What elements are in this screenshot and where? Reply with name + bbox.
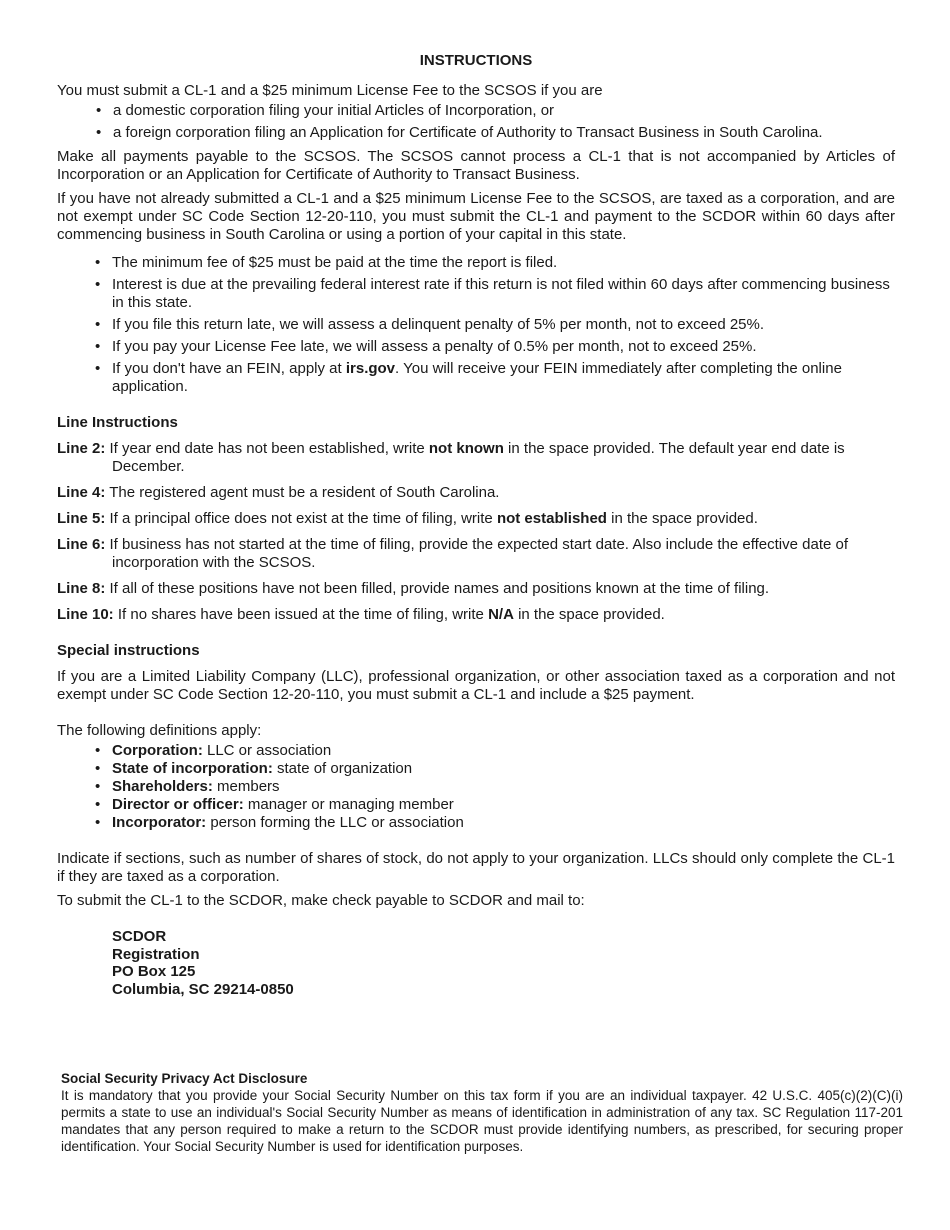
address-line: Registration — [112, 945, 200, 963]
line-label: Line 10: — [57, 606, 114, 623]
definition-text: manager or managing member — [243, 796, 454, 813]
list-item: • If you file this return late, we will assess a delinquent penalty of 5% per month, not to exceed 25%. — [112, 316, 895, 334]
line-instructions-heading: Line Instructions — [57, 414, 178, 431]
special-instructions-heading: Special instructions — [57, 642, 200, 659]
irs-link-text: irs.gov — [345, 360, 396, 377]
mailing-address — [112, 928, 895, 998]
line-text-end: in the space provided. — [606, 510, 758, 527]
line-text: If no shares have been issued at the time of filing, write — [113, 606, 489, 623]
fein-text: If you don't have an FEIN, apply at — [112, 360, 346, 377]
privacy-disclosure — [61, 1070, 903, 1155]
llc-text: If you are a Limited Liability Company (LLC), professional organization, or other association taxed as a corporation and not exempt under SC Code Section 12-20-110, you must submit a CL-1 and include a $25 payment. — [57, 668, 895, 703]
list-item: • If you pay your License Fee late, we will assess a penalty of 0.5% per month, not to exceed 25%. — [112, 338, 895, 356]
line-bold-text: not established — [496, 510, 607, 527]
definition-item — [112, 742, 895, 760]
line-10-instruction — [57, 606, 895, 624]
line-text: If business has not started at the time of filing, provide the expected start date. Also include the effective date of incorporation with the SCSOS. — [105, 536, 849, 571]
line-label: Line 5: — [57, 510, 106, 527]
definition-term: State of incorporation: — [112, 760, 273, 777]
line-bold-text: not known — [428, 440, 504, 457]
list-item: • Interest is due at the prevailing federal interest rate if this return is not filed within 60 days after commencing business in this state. — [112, 276, 895, 312]
list-item: • The minimum fee of $25 must be paid at the time the report is filed. — [112, 254, 895, 272]
definition-item — [112, 814, 895, 832]
definition-item — [112, 778, 895, 796]
submit-text: To submit the CL-1 to the SCDOR, make check payable to SCDOR and mail to: — [57, 892, 585, 909]
definition-text: members — [212, 778, 280, 795]
indicate-text: Indicate if sections, such as number of shares of stock, do not apply to your organization. LLCs should only complete the CL-1 if they are taxed as a corporation. — [57, 850, 895, 885]
line-text: If a principal office does not exist at the time of filing, write — [105, 510, 497, 527]
definition-term: Shareholders: — [112, 778, 213, 795]
definition-text: LLC or association — [202, 742, 332, 759]
intro-list — [113, 102, 895, 142]
fein-item — [112, 360, 895, 396]
list-item: • a foreign corporation filing an Application for Certificate of Authority to Transact Business in South Carolina. — [113, 124, 895, 142]
line-bold-text: N/A — [488, 606, 514, 623]
line-8-instruction — [57, 580, 895, 598]
address-line: SCDOR — [112, 928, 167, 945]
address-line: PO Box 125 — [112, 963, 196, 980]
definition-term: Incorporator: — [112, 814, 207, 831]
definition-text: state of organization — [272, 760, 413, 777]
line-text-end: in the space provided. The default year end date is December. — [112, 440, 845, 475]
fee-list — [112, 254, 895, 396]
line-text-end: in the space provided. — [513, 606, 665, 623]
line-label: Line 2: — [57, 440, 106, 457]
definition-item — [112, 796, 895, 814]
fein-text-end: . You will receive your FEIN immediately after completing the online application. — [112, 360, 842, 395]
line-text: If all of these positions have not been filled, provide names and positions known at the time of filing. — [105, 580, 770, 597]
line-text: If year end date has not been established, write — [105, 440, 429, 457]
definitions-intro: The following definitions apply: — [57, 722, 262, 739]
line-label: Line 8: — [57, 580, 106, 597]
privacy-text: It is mandatory that you provide your Social Security Number on this tax form if you are an individual taxpayer. 42 U.S.C. 405(c)(2)(C)(i) permits a state to use an individual's Social Security Number as means of identification in administration of any tax. SC Regulation 117-201 mandates that any person required to make a return to the SCDOR must provide identifying numbers, as prescribed, for securing proper identification. Your Social Security Number is used for identification purposes. — [61, 1088, 903, 1154]
line-6-instruction — [57, 536, 895, 572]
privacy-heading: Social Security Privacy Act Disclosure — [61, 1071, 308, 1086]
line-5-instruction — [57, 510, 895, 528]
definitions-list — [112, 742, 895, 832]
scdor-note: If you have not already submitted a CL-1 and a $25 minimum License Fee to the SCSOS, are taxed as a corporation, and are not exempt under SC Code Section 12-20-110, you must submit the CL-1 and payment to the SCDOR within 60 days after commencing business in South Carolina or using a portion of your capital in this state. — [57, 190, 895, 243]
line-label: Line 6: — [57, 536, 106, 553]
definition-term: Corporation: — [112, 742, 203, 759]
instructions-page — [57, 52, 895, 998]
definition-term: Director or officer: — [112, 796, 244, 813]
definition-item — [112, 760, 895, 778]
line-2-instruction — [57, 440, 895, 476]
definition-text: person forming the LLC or association — [206, 814, 464, 831]
line-text: The registered agent must be a resident of South Carolina. — [105, 484, 500, 501]
page-title: INSTRUCTIONS — [419, 52, 533, 69]
address-line: Columbia, SC 29214-0850 — [112, 980, 294, 998]
list-item: • a domestic corporation filing your initial Articles of Incorporation, or — [113, 102, 895, 120]
intro-text: You must submit a CL-1 and a $25 minimum License Fee to the SCSOS if you are — [57, 82, 603, 99]
payment-note: Make all payments payable to the SCSOS. The SCSOS cannot process a CL-1 that is not accompanied by Articles of Incorporation or an Application for Certificate of Authority to Transact Business. — [57, 148, 895, 183]
line-4-instruction — [57, 484, 895, 502]
line-label: Line 4: — [57, 484, 106, 501]
